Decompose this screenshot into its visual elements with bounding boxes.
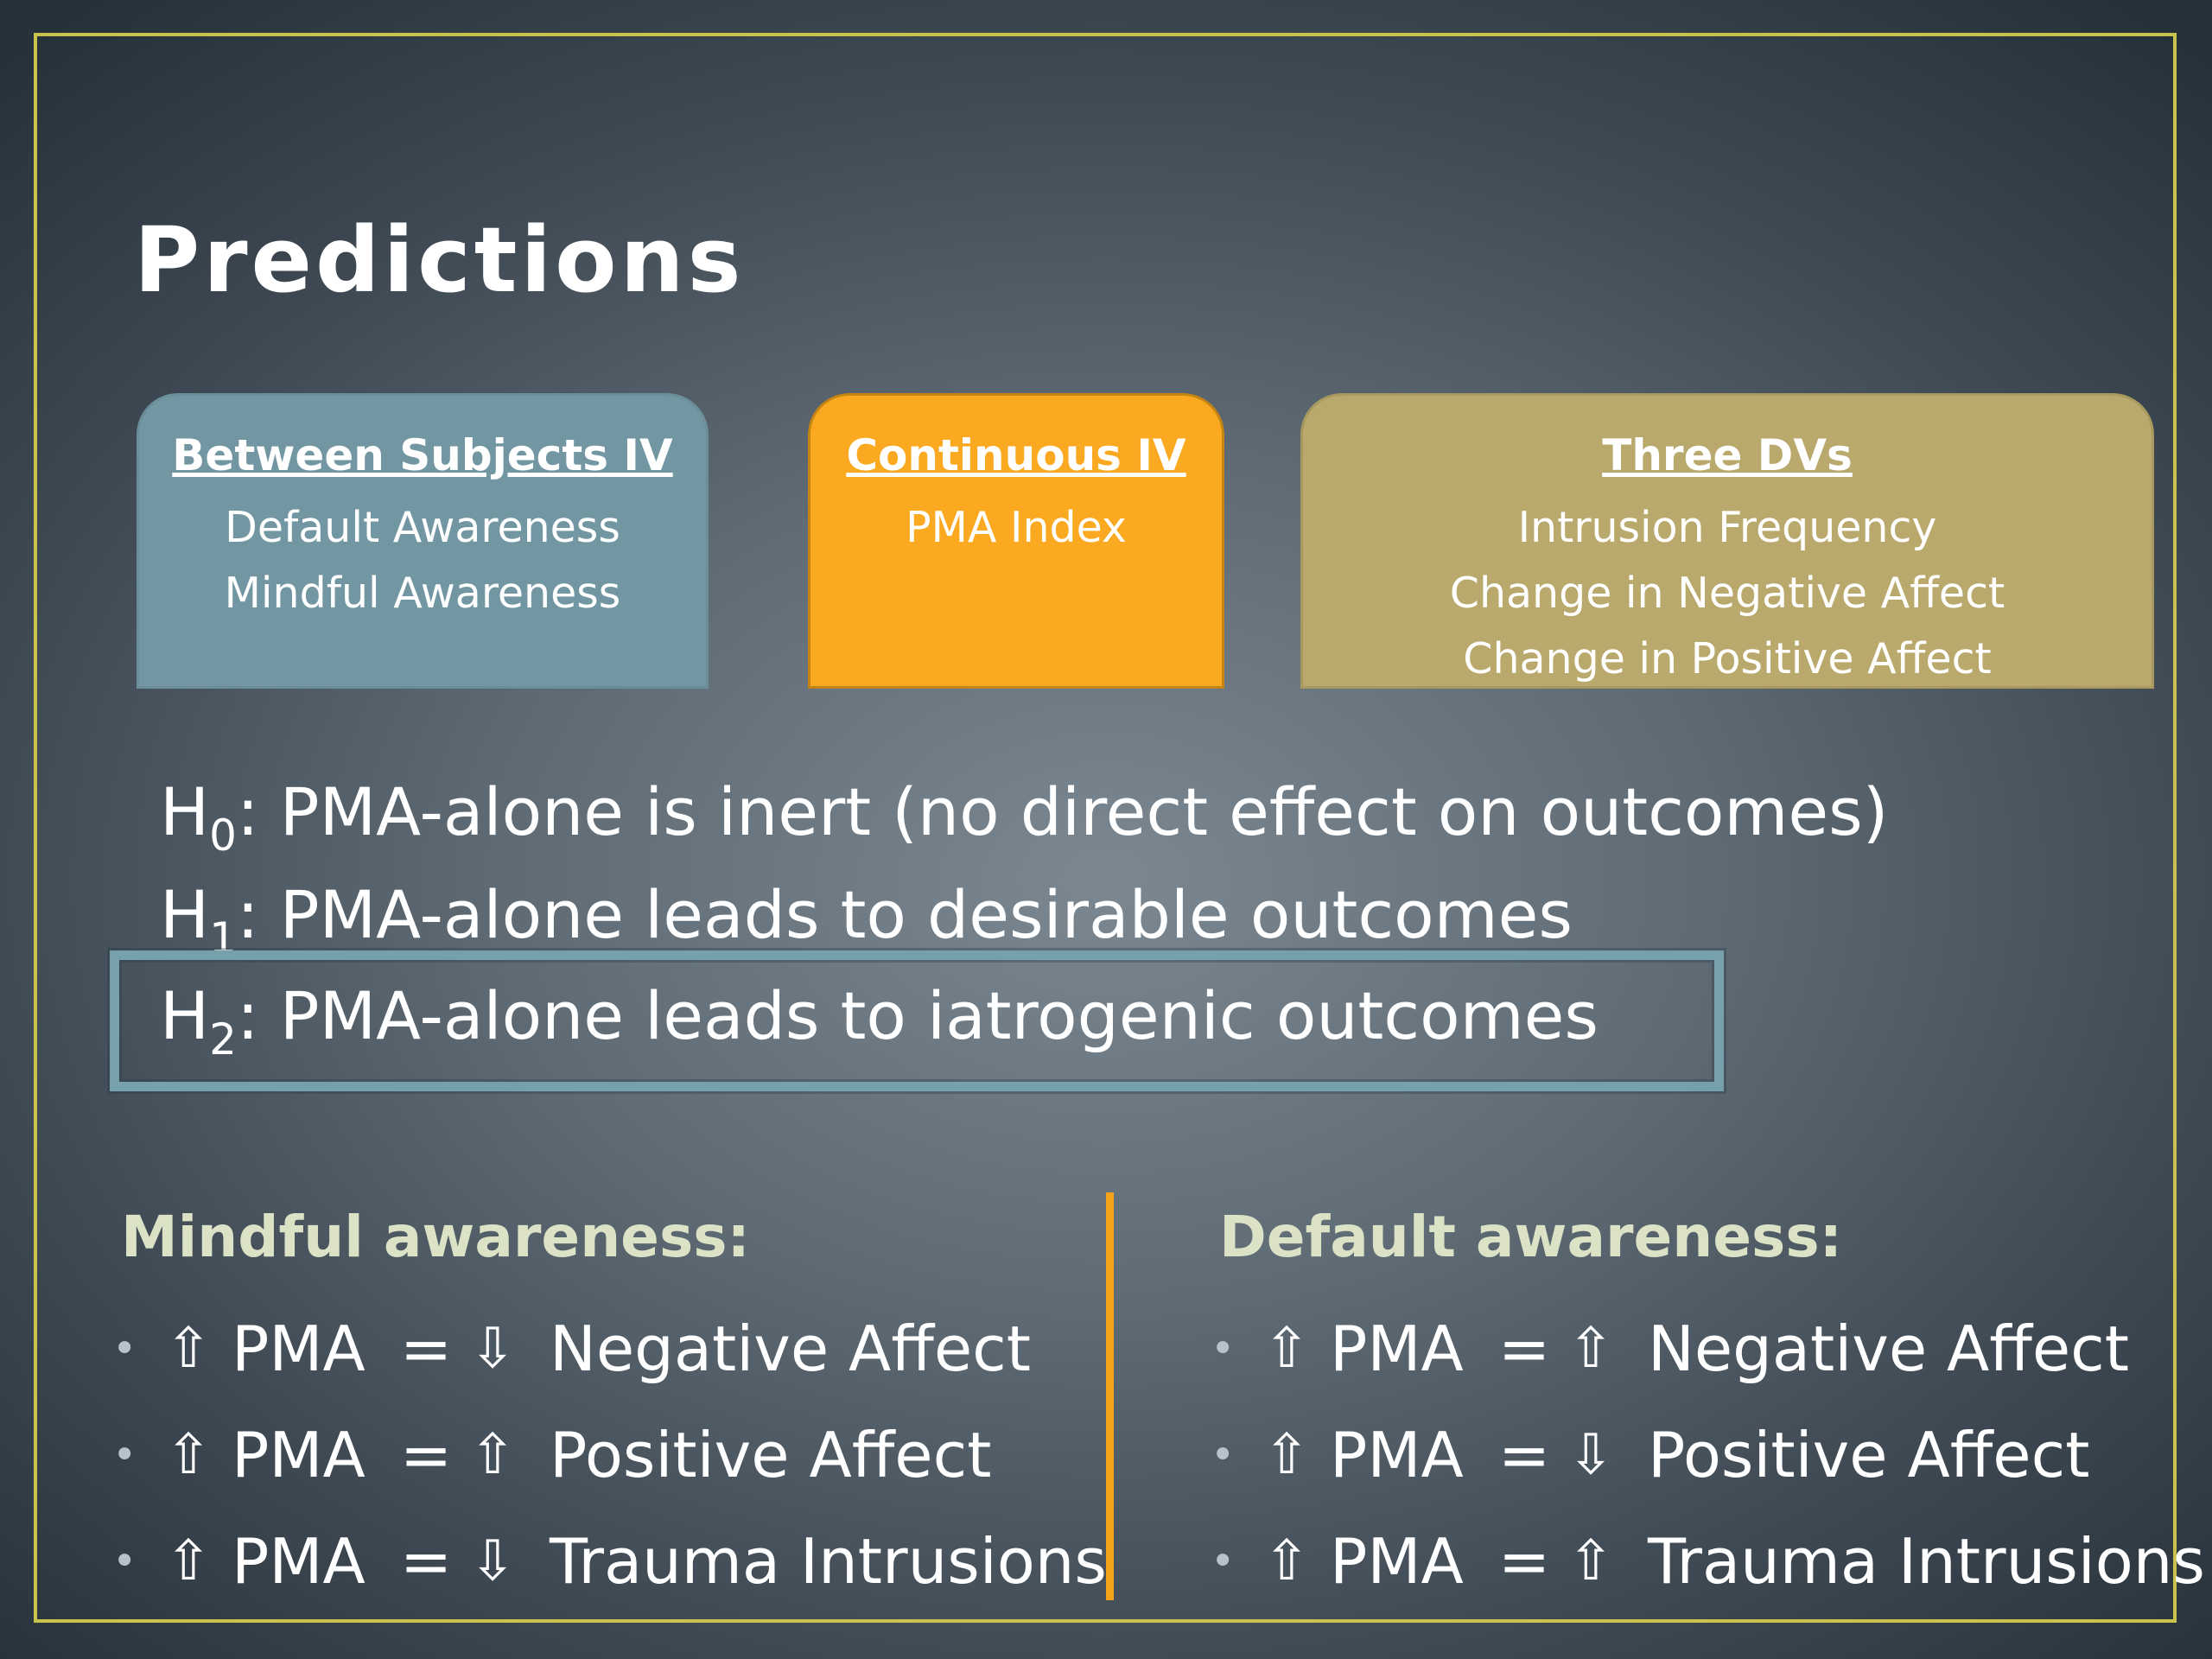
term: PMA — [232, 1419, 365, 1491]
box-line: Intrusion Frequency — [1517, 503, 1937, 552]
hypothesis-subscript: 1 — [209, 913, 237, 963]
bullet-icon: • — [112, 1537, 137, 1586]
up-arrow-icon: ⇧ — [165, 1529, 212, 1593]
box-heading: Continuous IV — [846, 430, 1186, 480]
up-arrow-icon: ⇧ — [1567, 1529, 1614, 1593]
outcome-label: Positive Affect — [1648, 1419, 2090, 1491]
equals-sign: = — [1497, 1525, 1551, 1598]
hypothesis-letter: H — [160, 977, 210, 1054]
equals-sign: = — [399, 1525, 453, 1598]
bullet-icon: • — [1211, 1325, 1236, 1373]
bullet-icon: • — [1211, 1537, 1236, 1586]
list-item — [1211, 1296, 2205, 1402]
hypothesis-h1 — [160, 876, 1573, 963]
list-item — [112, 1402, 1107, 1509]
hypothesis-subscript: 2 — [209, 1014, 237, 1065]
equals-sign: = — [399, 1419, 453, 1491]
three-dvs-box — [1300, 393, 2154, 689]
between-subjects-iv-box — [137, 393, 709, 689]
up-arrow-icon: ⇧ — [1263, 1423, 1310, 1487]
term: PMA — [232, 1525, 365, 1598]
default-list — [1211, 1296, 2205, 1615]
box-heading: Between Subjects IV — [172, 430, 673, 480]
outcome-label: Negative Affect — [550, 1313, 1031, 1385]
box-line: Default Awareness — [225, 503, 620, 552]
up-arrow-icon: ⇧ — [1263, 1317, 1310, 1381]
up-arrow-icon: ⇧ — [165, 1423, 212, 1487]
term: PMA — [1330, 1313, 1464, 1385]
list-item — [1211, 1509, 2205, 1615]
box-line: Change in Negative Affect — [1449, 569, 2005, 618]
hypothesis-letter: H — [160, 773, 210, 850]
term: PMA — [1330, 1525, 1464, 1598]
hypothesis-text: : PMA-alone is inert (no direct effect on outcomes) — [236, 773, 1889, 850]
hypothesis-subscript: 0 — [209, 810, 237, 861]
equals-sign: = — [399, 1313, 453, 1385]
hypothesis-letter: H — [160, 876, 210, 953]
equals-sign: = — [1497, 1313, 1551, 1385]
term: PMA — [1330, 1419, 1464, 1491]
column-divider — [1106, 1192, 1114, 1600]
list-item — [112, 1509, 1107, 1615]
bullet-icon: • — [112, 1325, 137, 1373]
down-arrow-icon: ⇩ — [469, 1317, 516, 1381]
hypothesis-h2 — [160, 977, 1599, 1065]
hypothesis-text: : PMA-alone leads to desirable outcomes — [236, 876, 1573, 953]
bullet-icon: • — [1211, 1431, 1236, 1479]
equals-sign: = — [1497, 1419, 1551, 1491]
up-arrow-icon: ⇧ — [1567, 1317, 1614, 1381]
down-arrow-icon: ⇩ — [1567, 1423, 1614, 1487]
term: PMA — [232, 1313, 365, 1385]
box-line: PMA Index — [906, 503, 1127, 552]
mindful-list — [112, 1296, 1107, 1615]
continuous-iv-box — [808, 393, 1224, 689]
list-item — [112, 1296, 1107, 1402]
up-arrow-icon: ⇧ — [1263, 1529, 1310, 1593]
down-arrow-icon: ⇩ — [469, 1529, 516, 1593]
default-heading: Default awareness: — [1219, 1204, 1843, 1270]
list-item — [1211, 1402, 2205, 1509]
box-line: Change in Positive Affect — [1463, 634, 1992, 683]
box-line: Mindful Awareness — [224, 569, 621, 618]
hypothesis-h0 — [160, 773, 1889, 861]
slide-title: Predictions — [134, 207, 745, 313]
outcome-label: Trauma Intrusions — [550, 1525, 1107, 1598]
up-arrow-icon: ⇧ — [469, 1423, 516, 1487]
outcome-label: Negative Affect — [1648, 1313, 2129, 1385]
hypothesis-text: : PMA-alone leads to iatrogenic outcomes — [236, 977, 1599, 1054]
outcome-label: Trauma Intrusions — [1648, 1525, 2205, 1598]
outcome-label: Positive Affect — [550, 1419, 992, 1491]
mindful-heading: Mindful awareness: — [121, 1204, 750, 1270]
box-heading: Three DVs — [1602, 430, 1853, 480]
bullet-icon: • — [112, 1431, 137, 1479]
up-arrow-icon: ⇧ — [165, 1317, 212, 1381]
